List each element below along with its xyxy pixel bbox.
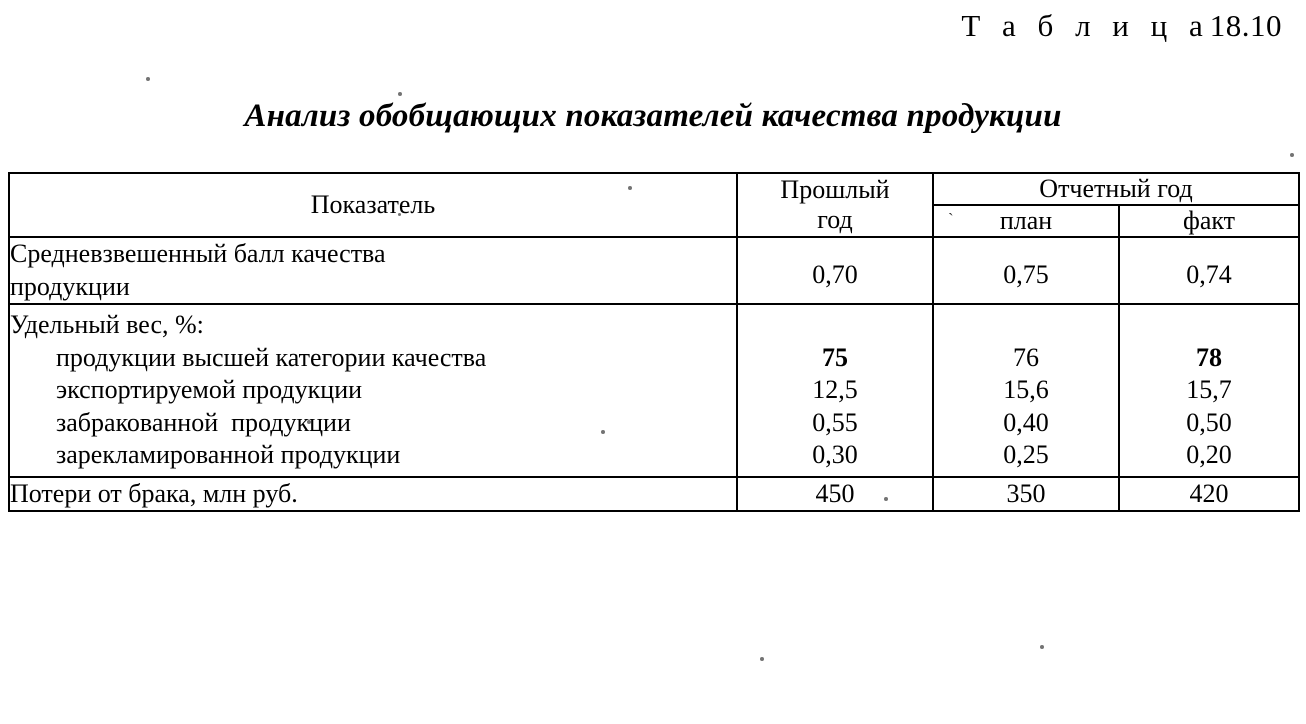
value-previous-year-group — [737, 304, 933, 477]
value-plan-claimed: 0,25 — [1003, 440, 1049, 469]
value-spacer — [738, 249, 932, 259]
table-row — [9, 237, 1299, 304]
table-body — [9, 237, 1299, 511]
value-plan-top-category: 76 — [1013, 342, 1039, 372]
table-header-row-1 — [9, 173, 1299, 205]
value-fact-rejected: 0,50 — [1186, 407, 1232, 437]
speck-dot — [1040, 645, 1044, 649]
value-spacer — [738, 309, 932, 342]
value-spacer — [934, 249, 1118, 259]
header-report-year: Отчетный год — [933, 173, 1299, 205]
value-fact-claimed: 0,20 — [1186, 440, 1232, 469]
row-label-defect-losses: Потери от брака, млн руб. — [9, 477, 737, 512]
value-previous-year: 450 — [737, 477, 933, 512]
table-number-prefix: Т а б л и ц а — [961, 8, 1210, 43]
sub-label-claimed: зарекламированной продукции — [56, 440, 401, 469]
sub-label-export: экспортируемой продукции — [56, 375, 363, 404]
value-previous-year — [737, 237, 933, 304]
quality-table-container — [8, 172, 1298, 512]
header-fact: факт — [1119, 205, 1299, 237]
value-plan-export: 15,6 — [1003, 375, 1049, 404]
row-label-line1: Средневзвешенный балл качества — [10, 239, 386, 268]
row-label-share-group — [9, 304, 737, 477]
value-previous-year-text: 0,70 — [812, 260, 858, 290]
value-fact-text: 0,74 — [1186, 260, 1232, 290]
value-plan — [933, 237, 1119, 304]
page-title: Анализ обобщающих показателей качества продукции — [244, 98, 1062, 134]
value-plan-rejected: 0,40 — [1003, 407, 1049, 437]
value-spacer — [934, 309, 1118, 342]
value-plan-text: 0,75 — [1003, 260, 1049, 290]
value-fact-export: 15,7 — [1186, 375, 1232, 404]
value-prev-claimed: 0,30 — [812, 440, 858, 469]
header-plan — [933, 205, 1119, 237]
value-fact — [1119, 237, 1299, 304]
tick-mark-icon: ` — [948, 210, 954, 229]
value-fact-group — [1119, 304, 1299, 477]
header-indicator: Показатель — [9, 173, 737, 237]
table-number-value: 18.10 — [1209, 8, 1282, 43]
header-previous-year — [737, 173, 933, 237]
value-prev-rejected: 0,55 — [812, 407, 858, 437]
value-plan-group — [933, 304, 1119, 477]
row-label-weighted-score — [9, 237, 737, 304]
header-previous-year-line2: год — [817, 205, 853, 234]
sub-label-rejected: забракованной продукции — [56, 407, 351, 437]
value-fact: 420 — [1119, 477, 1299, 512]
value-fact-top-category: 78 — [1196, 342, 1222, 372]
speck-dot — [760, 657, 764, 661]
table-header — [9, 173, 1299, 237]
header-previous-year-line1: Прошлый — [780, 175, 890, 205]
value-prev-top-category: 75 — [822, 342, 848, 372]
speck-dot — [1290, 153, 1294, 157]
speck-dot — [398, 92, 402, 96]
value-plan: 350 — [933, 477, 1119, 512]
quality-table — [8, 172, 1300, 512]
table-row — [9, 477, 1299, 512]
header-plan-label: план — [999, 206, 1053, 235]
table-row — [9, 304, 1299, 477]
speck-dot — [146, 77, 150, 81]
value-spacer — [1120, 249, 1298, 259]
table-number — [961, 8, 1282, 44]
sub-label-top-category: продукции высшей категории качества — [56, 342, 487, 372]
group-label: Удельный вес, %: — [10, 310, 204, 339]
value-prev-export: 12,5 — [812, 375, 858, 404]
value-spacer — [1120, 309, 1298, 342]
row-label-line2: продукции — [10, 271, 130, 301]
